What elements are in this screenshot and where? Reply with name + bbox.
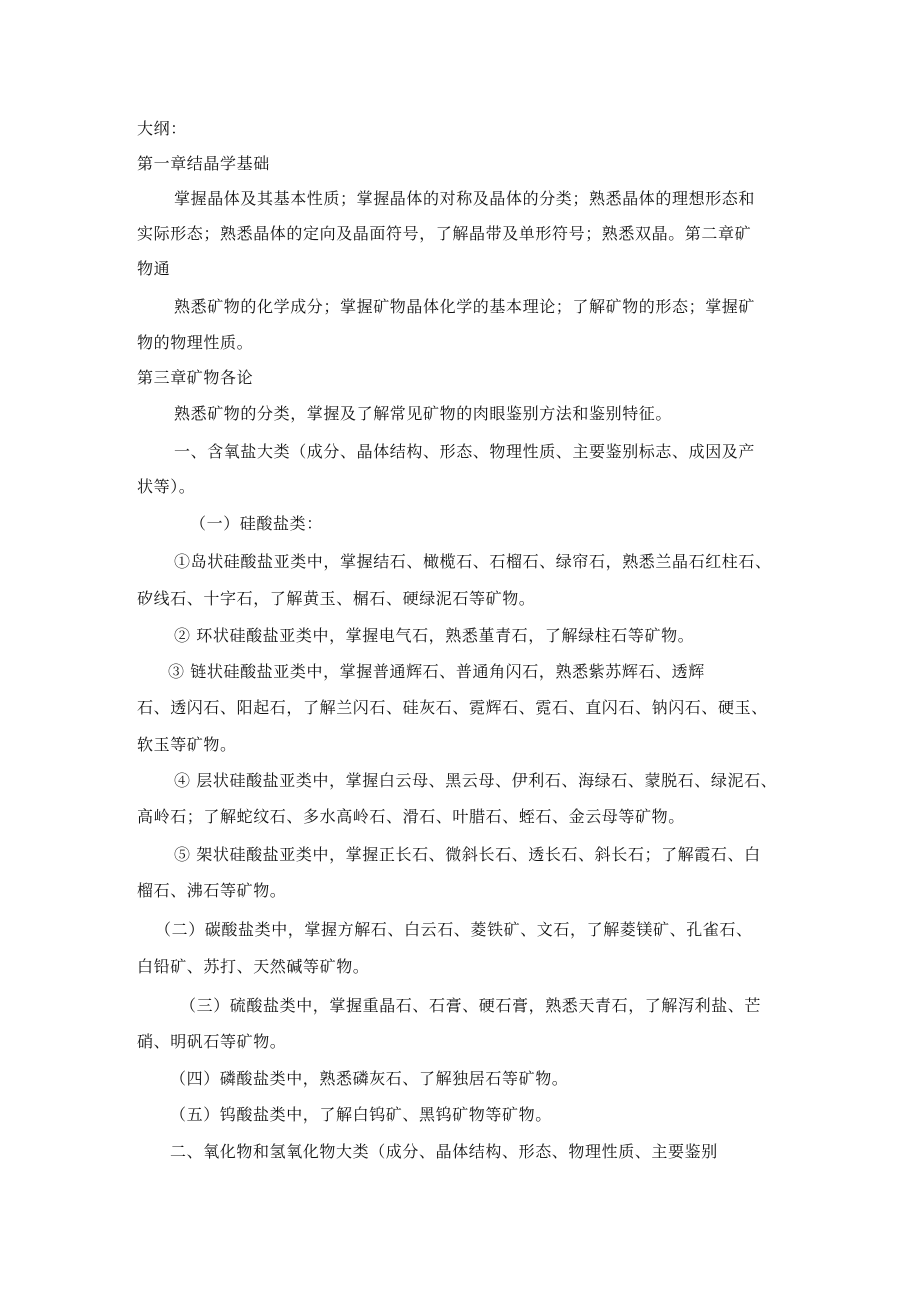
chapter-2-text-line-1: 熟悉矿物的化学成分；掌握矿物晶体化学的基本理论；了解矿物的形态；掌握矿 [174,297,756,316]
section-2-heading: 二、氧化物和氢氧化物大类（成分、晶体结构、形态、物理性质、主要鉴别 [170,1142,718,1161]
chapter-2-title-fragment: 物通 [137,259,171,278]
layer-silicate-line-2: 高岭石；了解蛇纹石、多水高岭石、滑石、叶腊石、蛭石、金云母等矿物。 [137,807,685,826]
chapter-2-text-line-2: 物的物理性质。 [137,333,254,352]
chapter-1-text-line-1: 掌握晶体及其基本性质；掌握晶体的对称及晶体的分类；熟悉晶体的理想形态和 [174,189,756,208]
ring-silicate-line: ② 环状硅酸盐亚类中，掌握电气石，熟悉堇青石，了解绿柱石等矿物。 [174,626,695,645]
island-silicate-line-1: ①岛状硅酸盐亚类中，掌握结石、橄榄石、石榴石、绿帘石，熟悉兰晶石红柱石、 [174,552,772,571]
chain-silicate-line-1: ③ 链状硅酸盐亚类中，掌握普通辉石、普通角闪石，熟悉紫苏辉石、透辉 [168,662,705,681]
island-silicate-line-2: 矽线石、十字石，了解黄玉、榍石、硬绿泥石等矿物。 [137,589,536,608]
sulfate-line-2: 硝、明矾石等矿物。 [137,1032,287,1051]
framework-silicate-line-1: ⑤ 架状硅酸盐亚类中，掌握正长石、微斜长石、透长石、斜长石；了解霞石、白 [174,845,761,864]
section-1-heading-line-1: 一、含氧盐大类（成分、晶体结构、形态、物理性质、主要鉴别标志、成因及产 [174,442,756,461]
layer-silicate-line-1: ④ 层状硅酸盐亚类中，掌握白云母、黑云母、伊利石、海绿石、蒙脱石、绿泥石、 [174,771,778,790]
framework-silicate-line-2: 榴石、沸石等矿物。 [137,881,287,900]
sulfate-line-1: （三）硫酸盐类中，掌握重晶石、石膏、硬石膏，熟悉天青石，了解泻利盐、芒 [180,996,762,1015]
chapter-1-title: 第一章结晶学基础 [137,154,270,173]
chapter-3-intro: 熟悉矿物的分类，掌握及了解常见矿物的肉眼鉴别方法和鉴别特征。 [174,404,673,423]
carbonate-line-1: （二）碳酸盐类中，掌握方解石、白云石、菱铁矿、文石，了解菱镁矿、孔雀石、 [155,920,753,939]
chain-silicate-line-2: 石、透闪石、阳起石，了解兰闪石、硅灰石、霓辉石、霓石、直闪石、钠闪石、硬玉、 [137,698,768,717]
silicate-heading: （一）硅酸盐类： [190,514,323,533]
chapter-3-title: 第三章矿物各论 [137,368,254,387]
carbonate-line-2: 白铅矿、苏打、天然碱等矿物。 [137,957,370,976]
section-1-heading-line-2: 状等）。 [137,477,196,496]
chapter-1-text-line-2: 实际形态；熟悉晶体的定向及晶面符号，了解晶带及单形符号；熟悉双晶。第二章矿 [137,224,752,243]
chain-silicate-line-3: 软玉等矿物。 [137,735,237,754]
phosphate-line: （四）磷酸盐类中，熟悉磷灰石、了解独居石等矿物。 [170,1069,569,1088]
tungstate-line: （五）钨酸盐类中，了解白钨矿、黑钨矿物等矿物。 [170,1105,552,1124]
outline-heading: 大纲： [137,119,187,138]
